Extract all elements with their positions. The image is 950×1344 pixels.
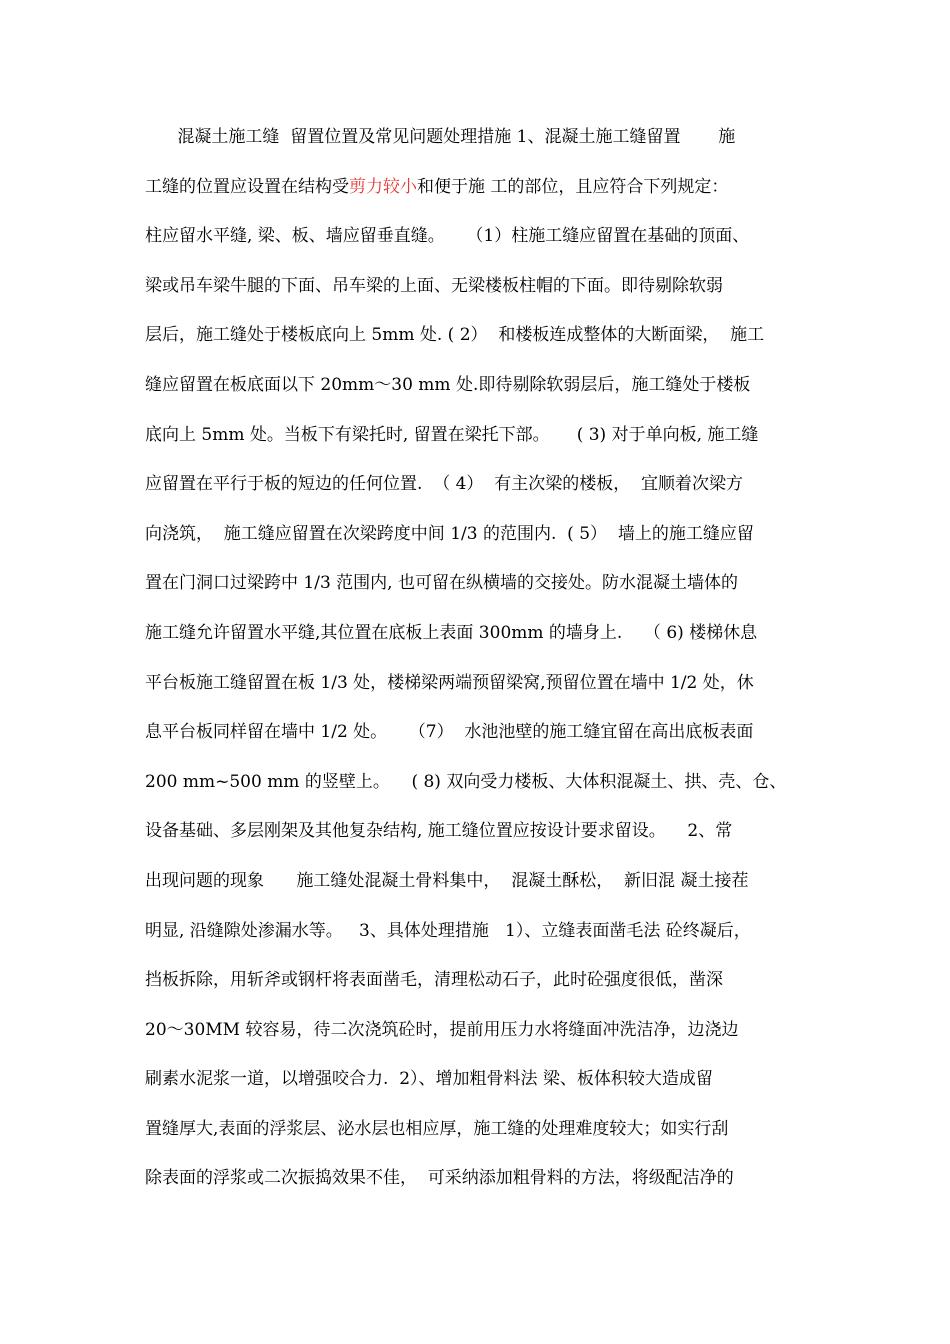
text-line: 明显, 沿缝隙处渗漏水等。 3、具体处理措施 1）、立缝表面凿毛法 砼终凝后， — [145, 920, 751, 941]
text-line: 施工缝允许留置水平缝,其位置在底板上表面 300mm 的墙身上. （ 6) 楼梯休息 — [145, 622, 758, 643]
text-line: 设备基础、多层刚架及其他复杂结构, 施工缝位置应按设计要求留设。 2、常 — [145, 821, 733, 842]
text-line: 挡板拆除，用斩斧或钢杆将表面凿毛，清理松动石子，此时砼强度很低，凿深 — [145, 970, 723, 991]
text-line: 混凝土施工缝 留置位置及常见问题处理措施 1、混凝土施工缝留置 施 — [145, 127, 736, 147]
text-line: 平台板施工缝留置在板 1/3 处，楼梯梁两端预留梁窝,预留位置在墙中 1/2 处，休 — [145, 672, 754, 693]
text-line: 底向上 5mm 处。当板下有梁托时, 留置在梁托下部。 ( 3) 对于单向板, 施工缝 — [145, 424, 759, 445]
text-line: 置缝厚大,表面的浮浆层、泌水层也相应厚，施工缝的处理难度较大；如实行刮 — [145, 1118, 729, 1139]
text-line: 层后，施工缝处于楼板底向上 5mm 处. ( 2） 和楼板连成整体的大断面梁， 施工 — [145, 325, 765, 346]
text-line: 应留置在平行于板的短边的任何位置. （ 4） 有主次梁的楼板， 宜顺着次梁方 — [145, 474, 744, 495]
text-line: 梁或吊车梁牛腿的下面、吊车梁的上面、无梁楼板柱帽的下面。即待剔除软弱 — [145, 275, 723, 296]
text-line: 向浇筑， 施工缝应留置在次梁跨度中间 1/3 的范围内. ( 5） 墙上的施工缝应留 — [145, 523, 754, 544]
highlighted-text: 剪力较小 — [349, 176, 417, 197]
body-text — [145, 120, 825, 1211]
text-line: 缝应留置在板底面以下 20mm～30 mm 处.即待剔除软弱层后，施工缝处于楼板 — [145, 374, 751, 395]
text-segment: 和便于施 工的部位，且应符合下列规定： — [417, 176, 729, 197]
text-line — [145, 170, 825, 220]
text-line: 200 mm~500 mm 的竖壁上。 ( 8) 双向受力楼板、大体积混凝土、拱、壳、仓、 — [145, 771, 787, 792]
text-line: 息平台板同样留在墙中 1/2 处。 （7） 水池池壁的施工缝宜留在高出底板表面 — [145, 722, 754, 743]
text-line: 置在门洞口过梁跨中 1/3 范围内, 也可留在纵横墙的交接处。防水混凝土墙体的 — [145, 573, 738, 594]
text-segment: 工缝的位置应设置在结构受 — [145, 176, 349, 197]
text-line: 除表面的浮浆或二次振捣效果不佳， 可采纳添加粗骨料的方法，将级配洁净的 — [145, 1168, 734, 1189]
text-line: 柱应留水平缝, 梁、板、墙应留垂直缝。 （1）柱施工缝应留置在基础的顶面、 — [145, 226, 750, 247]
text-line: 20～30MM 较容易，待二次浇筑砼时，提前用压力水将缝面冲洗洁净，边浇边 — [145, 1019, 739, 1040]
text-line: 出现问题的现象 施工缝处混凝土骨料集中， 混凝土酥松， 新旧混 凝土接茬 — [145, 870, 749, 891]
text-line: 刷素水泥浆一道，以增强咬合力. 2）、增加粗骨料法 梁、板体积较大造成留 — [145, 1069, 713, 1090]
